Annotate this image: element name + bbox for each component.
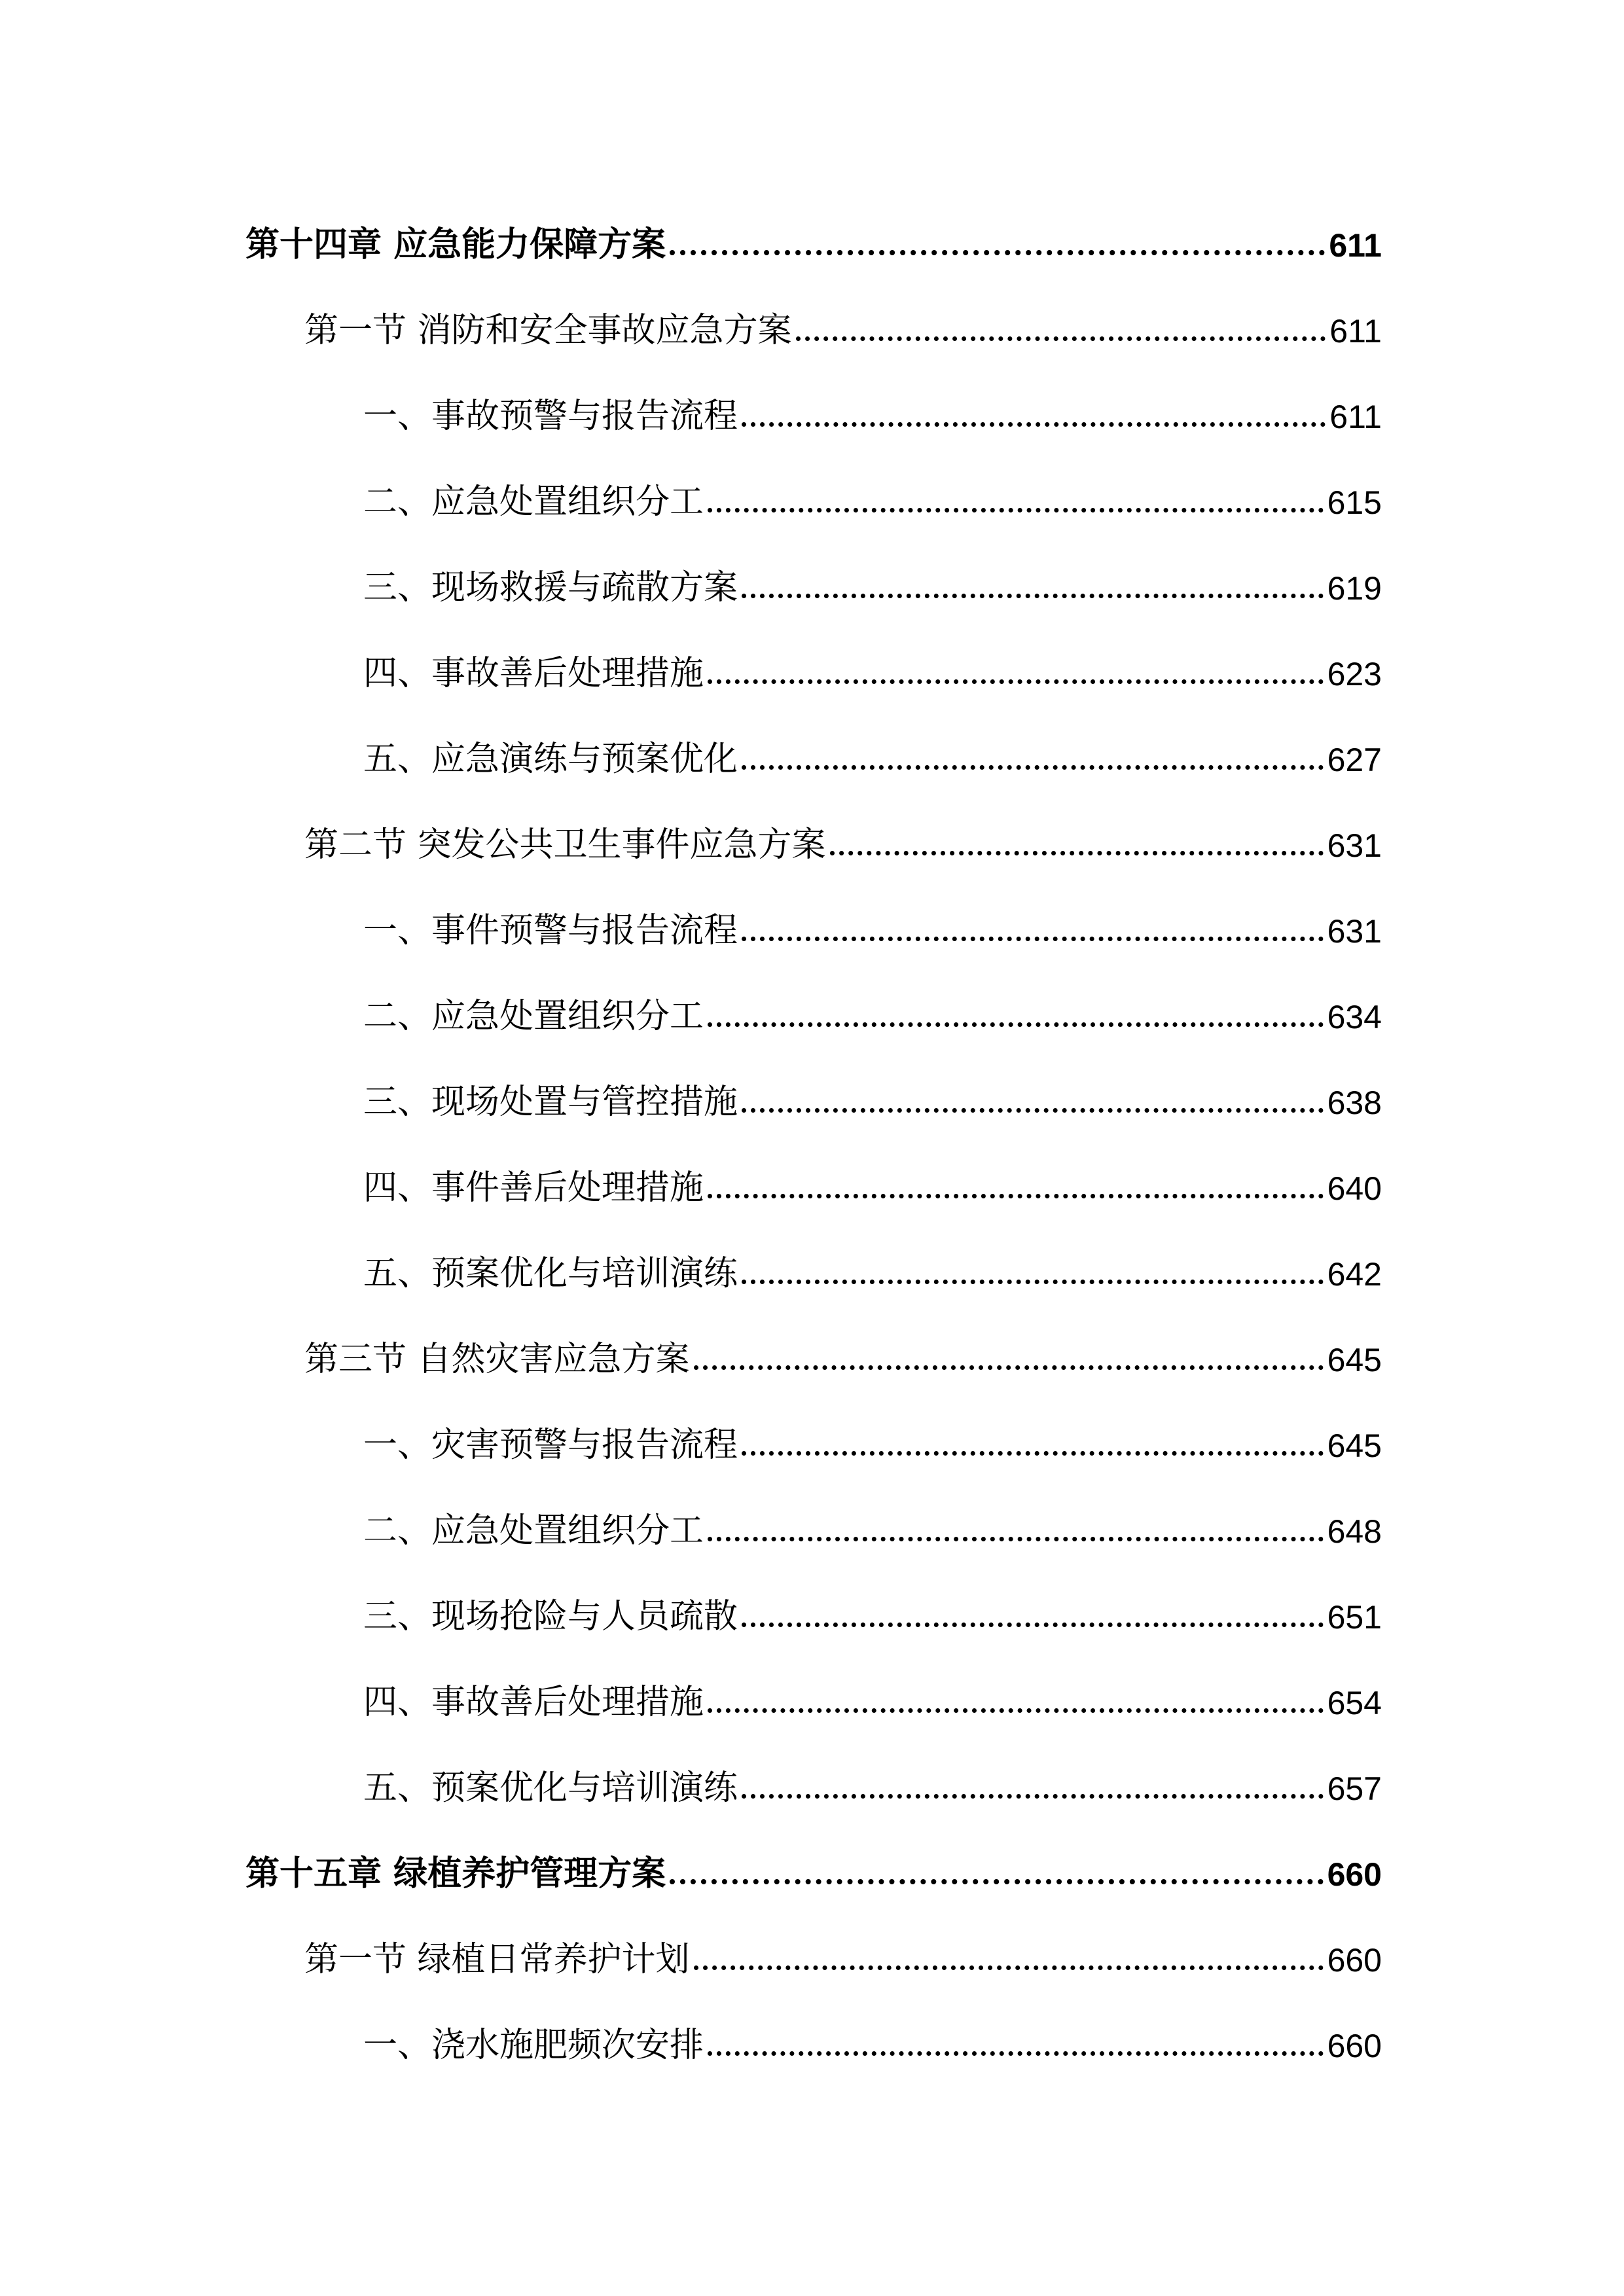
- toc-item[interactable]: [363, 1753, 1382, 1808]
- toc-page-number: 657: [1327, 1770, 1382, 1807]
- toc-item[interactable]: [363, 724, 1382, 779]
- toc-page-number: 642: [1327, 1256, 1382, 1293]
- toc-item[interactable]: [363, 1581, 1382, 1634]
- toc-dot-leader: [708, 1022, 1324, 1027]
- toc-entry-title: 四、事件善后处理措施: [363, 1168, 704, 1208]
- toc-dot-leader: [708, 1537, 1324, 1541]
- toc-page-number: 611: [1329, 399, 1382, 435]
- toc-item[interactable]: [363, 1153, 1382, 1208]
- toc-entry-title: 五、预案优化与培训演练: [363, 1254, 738, 1293]
- toc-dot-leader: [742, 594, 1324, 598]
- toc-item[interactable]: [363, 467, 1382, 522]
- toc-item[interactable]: [363, 2010, 1382, 2065]
- toc-page-number: 640: [1327, 1170, 1382, 1207]
- toc-page-number: 611: [1329, 227, 1382, 264]
- toc-entry-title: 第三节 自然灾害应急方案: [304, 1340, 690, 1379]
- toc-entry-title: 一、事故预警与报告流程: [363, 397, 738, 436]
- toc-entry-title: 一、浇水施肥频次安排: [363, 2026, 704, 2065]
- toc-entry-title: 五、预案优化与培训演练: [363, 1768, 738, 1808]
- toc-dot-leader: [708, 679, 1324, 684]
- toc-page-number: 631: [1327, 827, 1382, 864]
- toc-item[interactable]: [363, 1067, 1382, 1122]
- toc-page-number: 611: [1329, 313, 1382, 350]
- toc-dot-leader: [694, 1965, 1324, 1970]
- toc-dot-leader: [742, 1108, 1324, 1113]
- toc-dot-leader: [742, 1280, 1324, 1284]
- toc-page-number: 648: [1327, 1513, 1382, 1550]
- toc-dot-leader: [742, 937, 1324, 941]
- toc-chapter-14[interactable]: [245, 209, 1382, 262]
- toc-entry-title: 一、灾害预警与报告流程: [363, 1426, 738, 1465]
- toc-item[interactable]: [363, 381, 1382, 436]
- toc-page-number: 645: [1327, 1342, 1382, 1378]
- toc-entry-title: 第一节 绿植日常养护计划: [304, 1940, 690, 1979]
- toc-page-number: 654: [1327, 1685, 1382, 1721]
- toc-entry-title: 三、现场抢险与人员疏散: [363, 1597, 738, 1636]
- toc-dot-leader: [830, 851, 1324, 855]
- toc-page-number: 645: [1327, 1427, 1382, 1464]
- toc-section[interactable]: [304, 1324, 1382, 1379]
- toc-entry-title: 第十五章 绿植养护管理方案: [245, 1854, 666, 1893]
- toc-dot-leader: [742, 765, 1324, 770]
- toc-dot-leader: [742, 422, 1326, 427]
- toc-entry-title: 五、应急演练与预案优化: [363, 740, 738, 779]
- toc-item[interactable]: [363, 895, 1382, 948]
- toc-dot-leader: [742, 1794, 1324, 1799]
- toc-dot-leader: [694, 1365, 1324, 1370]
- toc-entry-title: 二、应急处置组织分工: [363, 482, 704, 522]
- toc-item[interactable]: [363, 1496, 1382, 1551]
- toc-dot-leader: [708, 2051, 1324, 2056]
- toc-entry-title: 第一节 消防和安全事故应急方案: [304, 311, 792, 350]
- toc-section[interactable]: [304, 810, 1382, 865]
- toc-section[interactable]: [304, 1924, 1382, 1977]
- toc-dot-leader: [670, 1879, 1323, 1884]
- toc-page-number: 623: [1327, 656, 1382, 692]
- toc-entry-title: 二、应急处置组织分工: [363, 1511, 704, 1551]
- toc-page-number: 619: [1327, 570, 1382, 607]
- toc-page-number: 627: [1327, 742, 1382, 778]
- toc-entry-title: 四、事故善后处理措施: [363, 1683, 704, 1722]
- toc-dot-leader: [708, 1708, 1324, 1713]
- toc-dot-leader: [670, 250, 1325, 255]
- toc-item[interactable]: [363, 1667, 1382, 1722]
- toc-entry-title: 第二节 突发公共卫生事件应急方案: [304, 825, 826, 865]
- toc-item[interactable]: [363, 981, 1382, 1036]
- toc-dot-leader: [742, 1451, 1324, 1456]
- toc-entry-title: 第十四章 应急能力保障方案: [245, 225, 666, 264]
- toc-page-number: 660: [1327, 1942, 1382, 1979]
- toc-entry-title: 一、事件预警与报告流程: [363, 911, 738, 950]
- toc-dot-leader: [796, 336, 1326, 341]
- toc-dot-leader: [708, 508, 1324, 512]
- toc-dot-leader: [708, 1194, 1324, 1198]
- toc-item[interactable]: [363, 1238, 1382, 1291]
- toc-entry-title: 三、现场救援与疏散方案: [363, 568, 738, 607]
- toc-entry-title: 四、事故善后处理措施: [363, 654, 704, 693]
- toc-item[interactable]: [363, 552, 1382, 605]
- toc-dot-leader: [742, 1623, 1324, 1627]
- toc-page-number: 634: [1327, 999, 1382, 1035]
- toc-page-number: 615: [1327, 484, 1382, 521]
- toc-item[interactable]: [363, 638, 1382, 691]
- toc-page-number: 638: [1327, 1085, 1382, 1121]
- toc-page-number: 660: [1327, 1856, 1382, 1893]
- toc-page-number: 660: [1327, 2028, 1382, 2064]
- toc-item[interactable]: [363, 1410, 1382, 1465]
- toc-entry-title: 二、应急处置组织分工: [363, 997, 704, 1036]
- toc-page-number: 631: [1327, 913, 1382, 950]
- toc-entry-title: 三、现场处置与管控措施: [363, 1083, 738, 1122]
- toc-section[interactable]: [304, 295, 1382, 348]
- toc-page-number: 651: [1327, 1599, 1382, 1636]
- toc-chapter-15[interactable]: [245, 1839, 1382, 1891]
